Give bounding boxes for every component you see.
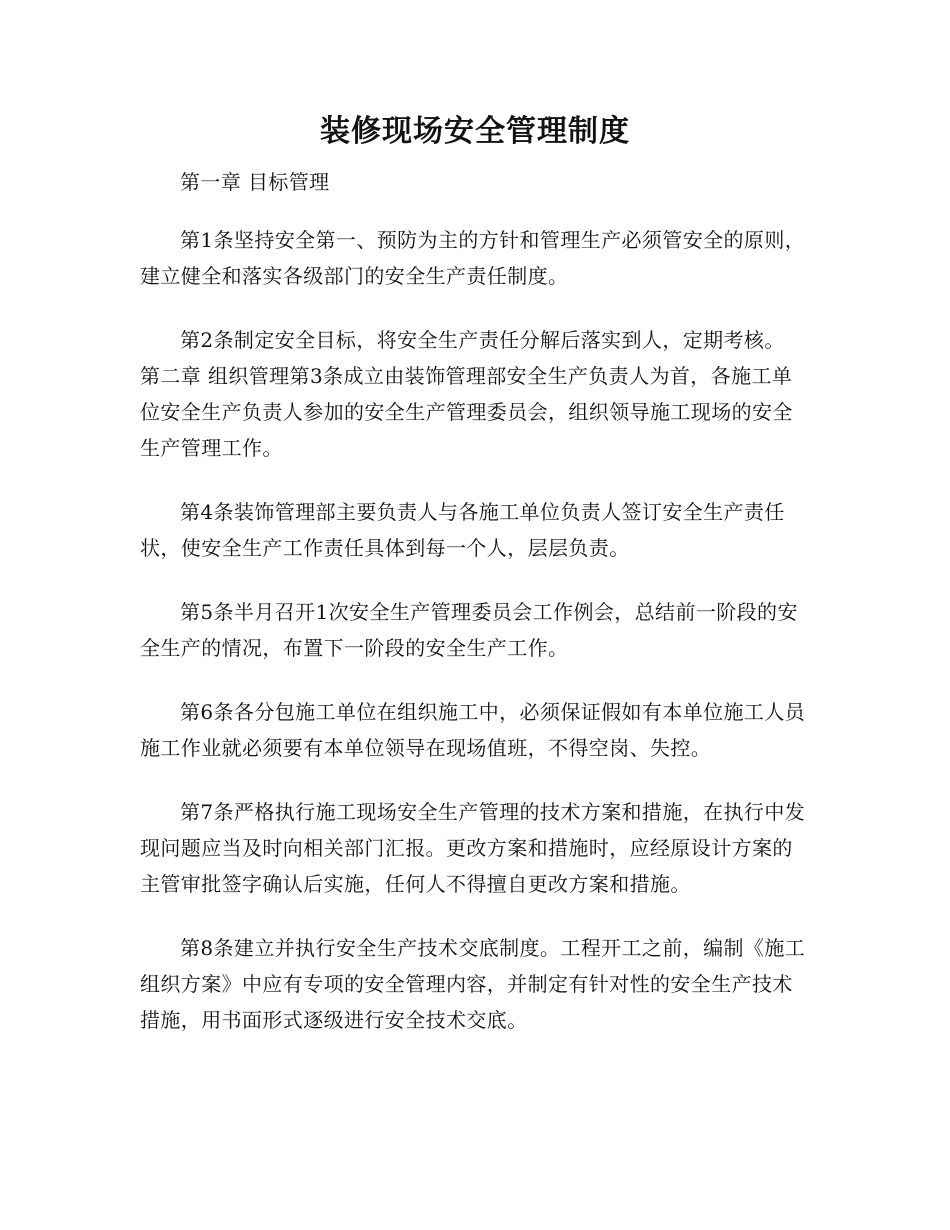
chapter-heading: 第一章 目标管理 <box>180 170 330 194</box>
article-paragraph: 第6条各分包施工单位在组织施工中，必须保证假如有本单位施工人员施工作业就必须要有本单位领导在现场值班，不得空岗、失控。 <box>140 700 806 760</box>
article-paragraph: 第8条建立并执行安全生产技术交底制度。工程开工之前，编制《施工组织方案》中应有专项的安全管理内容，并制定有针对性的安全生产技术措施，用书面形式逐级进行安全技术交底。 <box>140 936 806 1032</box>
article-paragraph: 第7条严格执行施工现场安全生产管理的技术方案和措施，在执行中发现问题应当及时向相关部门汇报。更改方案和措施时，应经原设计方案的主管审批签字确认后实施，任何人不得擅自更改方案和措施。 <box>140 800 806 896</box>
article-paragraph: 第4条装饰管理部主要负责人与各施工单位负责人签订安全生产责任状，使安全生产工作责任具体到每一个人，层层负责。 <box>140 500 785 560</box>
document-title: 装修现场安全管理制度 <box>320 114 630 149</box>
document-body <box>140 164 810 1066</box>
article-paragraph: 第1条坚持安全第一、预防为主的方针和管理生产必须管安全的原则，建立健全和落实各级部门的安全生产责任制度。 <box>140 228 806 288</box>
article-paragraph: 第5条半月召开1次安全生产管理委员会工作例会，总结前一阶段的安全生产的情况，布置下一阶段的安全生产工作。 <box>140 600 798 660</box>
article-paragraph: 第2条制定安全目标，将安全生产责任分解后落实到人，定期考核。 第二章 组织管理第3条成立由装饰管理部安全生产负责人为首，各施工单位安全生产负责人参加的安全生产管理委员会，组织领导施工现场的安全生产管理工作。 <box>140 328 793 460</box>
